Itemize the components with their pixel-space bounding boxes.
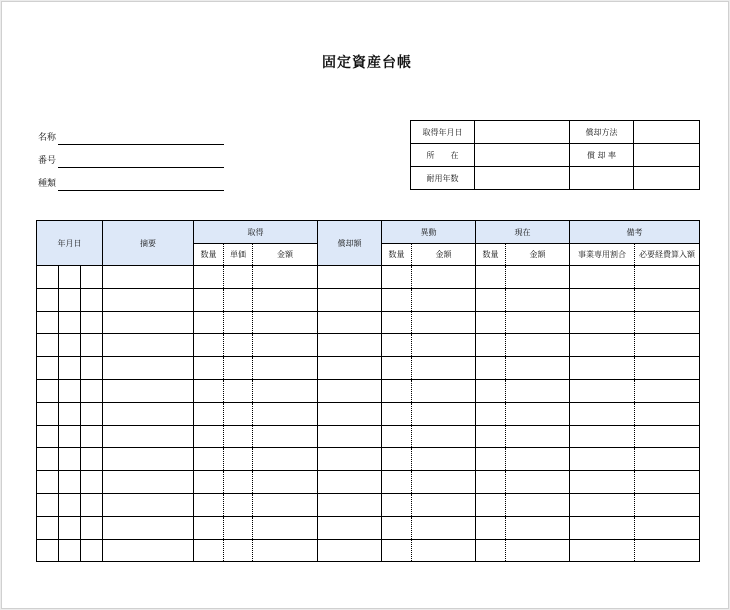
ledger-cell[interactable] — [103, 493, 194, 516]
ledger-cell[interactable] — [253, 311, 318, 334]
blank-cell[interactable] — [634, 167, 700, 190]
ledger-cell[interactable] — [506, 448, 570, 471]
table-row — [37, 402, 700, 425]
ledger-cell[interactable] — [506, 334, 570, 357]
ledger-cell[interactable] — [253, 516, 318, 539]
depreciation-method-cell[interactable] — [634, 121, 700, 144]
ledger-cell[interactable] — [382, 357, 412, 380]
location-cell[interactable] — [475, 144, 570, 167]
ledger-cell[interactable] — [635, 402, 700, 425]
acq-qty-header: 数量 — [194, 244, 224, 266]
useful-life-cell[interactable] — [475, 167, 570, 190]
ledger-cell[interactable] — [318, 402, 382, 425]
table-row — [37, 516, 700, 539]
ledger-cell[interactable] — [253, 379, 318, 402]
ledger-cell[interactable] — [476, 288, 506, 311]
ledger-cell[interactable] — [506, 402, 570, 425]
ledger-cell[interactable] — [194, 402, 224, 425]
ledger-cell[interactable] — [224, 471, 253, 494]
ledger-cell[interactable] — [194, 334, 224, 357]
ledger-cell[interactable] — [59, 539, 81, 562]
business-ratio-header: 事業専用割合 — [570, 244, 635, 266]
ledger-cell[interactable] — [224, 425, 253, 448]
location-label: 所 在 — [411, 144, 475, 167]
cur-amount-header: 金額 — [506, 244, 570, 266]
ledger-cell[interactable] — [506, 493, 570, 516]
acq-unit-price-header: 単価 — [224, 244, 253, 266]
ledger-cell[interactable] — [37, 425, 59, 448]
ledger-cell[interactable] — [103, 516, 194, 539]
ledger-cell[interactable] — [103, 266, 194, 289]
ledger-cell[interactable] — [412, 448, 476, 471]
ledger-cell[interactable] — [224, 539, 253, 562]
ledger-cell[interactable] — [224, 334, 253, 357]
ledger-cell[interactable] — [81, 288, 103, 311]
ledger-body — [37, 266, 700, 562]
ledger-cell[interactable] — [103, 402, 194, 425]
ledger-cell[interactable] — [103, 471, 194, 494]
number-label: 番号 — [38, 156, 57, 166]
ledger-cell[interactable] — [37, 288, 59, 311]
ledger-cell[interactable] — [476, 357, 506, 380]
ledger-cell[interactable] — [81, 425, 103, 448]
ledger-cell[interactable] — [412, 334, 476, 357]
ledger-cell[interactable] — [194, 493, 224, 516]
number-line — [58, 167, 224, 168]
table-row — [37, 471, 700, 494]
ledger-cell[interactable] — [59, 334, 81, 357]
ledger-cell[interactable] — [382, 493, 412, 516]
ledger-cell[interactable] — [412, 425, 476, 448]
ledger-cell[interactable] — [476, 379, 506, 402]
ledger-cell[interactable] — [253, 357, 318, 380]
current-header: 現在 — [476, 221, 570, 244]
ledger-cell[interactable] — [318, 539, 382, 562]
depreciation-rate-label: 償 却 率 — [570, 144, 634, 167]
ledger-cell[interactable] — [194, 311, 224, 334]
date-header: 年月日 — [37, 221, 103, 266]
table-row — [37, 448, 700, 471]
ledger-cell[interactable] — [81, 334, 103, 357]
ledger-cell[interactable] — [194, 448, 224, 471]
ledger-cell[interactable] — [635, 448, 700, 471]
acquisition-header: 取得 — [194, 221, 318, 244]
ledger-cell[interactable] — [318, 288, 382, 311]
ledger-cell[interactable] — [37, 516, 59, 539]
ledger-cell[interactable] — [412, 379, 476, 402]
ledger-cell[interactable] — [476, 493, 506, 516]
table-row — [37, 311, 700, 334]
ledger-cell[interactable] — [103, 448, 194, 471]
ledger-cell[interactable] — [224, 402, 253, 425]
ledger-cell[interactable] — [37, 266, 59, 289]
ledger-cell[interactable] — [382, 379, 412, 402]
ledger-cell[interactable] — [635, 334, 700, 357]
ledger-cell[interactable] — [37, 334, 59, 357]
ledger-cell[interactable] — [635, 266, 700, 289]
ledger-cell[interactable] — [570, 539, 635, 562]
ledger-cell[interactable] — [635, 516, 700, 539]
ledger-cell[interactable] — [253, 539, 318, 562]
chg-qty-header: 数量 — [382, 244, 412, 266]
blank-cell[interactable] — [570, 167, 634, 190]
ledger-cell[interactable] — [103, 425, 194, 448]
ledger-cell[interactable] — [59, 516, 81, 539]
ledger-cell[interactable] — [81, 493, 103, 516]
ledger-cell[interactable] — [382, 311, 412, 334]
ledger-cell[interactable] — [59, 357, 81, 380]
ledger-sheet — [1, 1, 729, 609]
ledger-cell[interactable] — [318, 357, 382, 380]
acq-amount-header: 金額 — [253, 244, 318, 266]
ledger-cell[interactable] — [476, 539, 506, 562]
acquired-date-label: 取得年月日 — [411, 121, 475, 144]
ledger-cell[interactable] — [570, 266, 635, 289]
ledger-cell[interactable] — [37, 402, 59, 425]
ledger-cell[interactable] — [635, 425, 700, 448]
type-field[interactable] — [38, 174, 224, 191]
ledger-cell[interactable] — [194, 379, 224, 402]
ledger-cell[interactable] — [253, 334, 318, 357]
ledger-cell[interactable] — [412, 311, 476, 334]
ledger-cell[interactable] — [382, 448, 412, 471]
ledger-cell[interactable] — [37, 448, 59, 471]
ledger-cell[interactable] — [412, 516, 476, 539]
ledger-cell[interactable] — [570, 311, 635, 334]
ledger-cell[interactable] — [382, 425, 412, 448]
asset-info-table — [410, 120, 700, 190]
table-row — [37, 266, 700, 289]
ledger-cell[interactable] — [506, 539, 570, 562]
ledger-cell[interactable] — [570, 334, 635, 357]
table-row — [37, 334, 700, 357]
ledger-cell[interactable] — [476, 425, 506, 448]
ledger-cell[interactable] — [253, 266, 318, 289]
ledger-cell[interactable] — [476, 402, 506, 425]
ledger-header — [37, 221, 700, 266]
ledger-cell[interactable] — [506, 516, 570, 539]
ledger-cell[interactable] — [412, 539, 476, 562]
table-row — [37, 425, 700, 448]
table-row — [37, 288, 700, 311]
expense-amount-header: 必要経費算入額 — [635, 244, 700, 266]
ledger-cell[interactable] — [194, 288, 224, 311]
useful-life-label: 耐用年数 — [411, 167, 475, 190]
ledger-cell[interactable] — [412, 266, 476, 289]
ledger-cell[interactable] — [81, 471, 103, 494]
ledger-cell[interactable] — [103, 357, 194, 380]
ledger-cell[interactable] — [253, 471, 318, 494]
ledger-cell[interactable] — [194, 266, 224, 289]
ledger-cell[interactable] — [103, 334, 194, 357]
table-row — [37, 539, 700, 562]
ledger-cell[interactable] — [570, 516, 635, 539]
ledger-cell[interactable] — [37, 539, 59, 562]
ledger-cell[interactable] — [570, 425, 635, 448]
ledger-cell[interactable] — [318, 379, 382, 402]
ledger-cell[interactable] — [253, 288, 318, 311]
ledger-cell[interactable] — [570, 379, 635, 402]
table-row — [37, 379, 700, 402]
ledger-cell[interactable] — [224, 357, 253, 380]
ledger-cell[interactable] — [37, 357, 59, 380]
ledger-cell[interactable] — [382, 266, 412, 289]
table-row — [37, 493, 700, 516]
ledger-cell[interactable] — [224, 311, 253, 334]
ledger-cell[interactable] — [570, 288, 635, 311]
ledger-cell[interactable] — [318, 471, 382, 494]
ledger-cell[interactable] — [635, 288, 700, 311]
ledger-cell[interactable] — [194, 539, 224, 562]
ledger-cell[interactable] — [224, 516, 253, 539]
remarks-header: 備考 — [570, 221, 700, 244]
ledger-cell[interactable] — [318, 334, 382, 357]
ledger-cell[interactable] — [476, 471, 506, 494]
ledger-cell[interactable] — [506, 266, 570, 289]
ledger-cell[interactable] — [570, 493, 635, 516]
ledger-cell[interactable] — [635, 379, 700, 402]
ledger-cell[interactable] — [103, 311, 194, 334]
ledger-cell[interactable] — [476, 516, 506, 539]
type-line — [58, 190, 224, 191]
ledger-cell[interactable] — [476, 334, 506, 357]
ledger-cell[interactable] — [412, 493, 476, 516]
ledger-cell[interactable] — [59, 311, 81, 334]
ledger-cell[interactable] — [635, 311, 700, 334]
ledger-cell[interactable] — [103, 288, 194, 311]
ledger-cell[interactable] — [412, 402, 476, 425]
ledger-cell[interactable] — [635, 357, 700, 380]
ledger-cell[interactable] — [224, 266, 253, 289]
ledger-cell[interactable] — [81, 357, 103, 380]
ledger-cell[interactable] — [476, 311, 506, 334]
ledger-cell[interactable] — [59, 425, 81, 448]
depreciation-header: 償却額 — [318, 221, 382, 266]
acquired-date-cell[interactable] — [475, 121, 570, 144]
name-label: 名称 — [38, 133, 57, 143]
ledger-cell[interactable] — [476, 266, 506, 289]
ledger-cell[interactable] — [412, 357, 476, 380]
ledger-table — [36, 220, 700, 562]
ledger-cell[interactable] — [37, 311, 59, 334]
cur-qty-header: 数量 — [476, 244, 506, 266]
ledger-cell[interactable] — [382, 539, 412, 562]
ledger-cell[interactable] — [506, 471, 570, 494]
table-row — [37, 357, 700, 380]
ledger-cell[interactable] — [382, 471, 412, 494]
ledger-cell[interactable] — [635, 493, 700, 516]
ledger-cell[interactable] — [37, 471, 59, 494]
ledger-cell[interactable] — [224, 288, 253, 311]
ledger-cell[interactable] — [318, 311, 382, 334]
ledger-cell[interactable] — [59, 402, 81, 425]
ledger-cell[interactable] — [81, 379, 103, 402]
ledger-cell[interactable] — [382, 402, 412, 425]
ledger-cell[interactable] — [506, 311, 570, 334]
ledger-cell[interactable] — [81, 266, 103, 289]
ledger-cell[interactable] — [382, 288, 412, 311]
ledger-cell[interactable] — [253, 493, 318, 516]
ledger-cell[interactable] — [194, 471, 224, 494]
ledger-cell[interactable] — [476, 448, 506, 471]
ledger-cell[interactable] — [570, 448, 635, 471]
ledger-cell[interactable] — [194, 425, 224, 448]
ledger-cell[interactable] — [253, 402, 318, 425]
chg-amount-header: 金額 — [412, 244, 476, 266]
name-line — [58, 144, 224, 145]
depreciation-rate-cell[interactable] — [634, 144, 700, 167]
ledger-cell[interactable] — [318, 493, 382, 516]
ledger-cell[interactable] — [318, 425, 382, 448]
ledger-cell[interactable] — [59, 288, 81, 311]
ledger-cell[interactable] — [59, 493, 81, 516]
ledger-cell[interactable] — [318, 448, 382, 471]
ledger-cell[interactable] — [382, 516, 412, 539]
ledger-cell[interactable] — [506, 425, 570, 448]
change-header: 異動 — [382, 221, 476, 244]
ledger-cell[interactable] — [318, 266, 382, 289]
type-label: 種類 — [38, 179, 57, 189]
summary-header: 摘要 — [103, 221, 194, 266]
ledger-cell[interactable] — [224, 379, 253, 402]
ledger-cell[interactable] — [382, 334, 412, 357]
ledger-cell[interactable] — [194, 516, 224, 539]
ledger-cell[interactable] — [506, 379, 570, 402]
ledger-cell[interactable] — [412, 288, 476, 311]
ledger-cell[interactable] — [81, 539, 103, 562]
ledger-cell[interactable] — [635, 471, 700, 494]
name-field[interactable] — [38, 128, 224, 145]
number-field[interactable] — [38, 151, 224, 168]
ledger-cell[interactable] — [224, 448, 253, 471]
ledger-cell[interactable] — [506, 357, 570, 380]
ledger-cell[interactable] — [81, 448, 103, 471]
ledger-cell[interactable] — [318, 516, 382, 539]
ledger-cell[interactable] — [412, 471, 476, 494]
ledger-cell[interactable] — [506, 288, 570, 311]
depreciation-method-label: 償却方法 — [570, 121, 634, 144]
ledger-cell[interactable] — [59, 379, 81, 402]
ledger-cell[interactable] — [570, 471, 635, 494]
page-title: 固定資産台帳 — [322, 55, 412, 71]
ledger-cell[interactable] — [103, 539, 194, 562]
ledger-cell[interactable] — [59, 448, 81, 471]
ledger-cell[interactable] — [81, 311, 103, 334]
ledger-cell[interactable] — [570, 357, 635, 380]
ledger-cell[interactable] — [81, 516, 103, 539]
ledger-cell[interactable] — [59, 266, 81, 289]
ledger-cell[interactable] — [37, 493, 59, 516]
ledger-cell[interactable] — [37, 379, 59, 402]
ledger-cell[interactable] — [253, 425, 318, 448]
ledger-cell[interactable] — [570, 402, 635, 425]
ledger-cell[interactable] — [103, 379, 194, 402]
ledger-cell[interactable] — [253, 448, 318, 471]
ledger-cell[interactable] — [635, 539, 700, 562]
ledger-cell[interactable] — [59, 471, 81, 494]
ledger-cell[interactable] — [81, 402, 103, 425]
ledger-cell[interactable] — [224, 493, 253, 516]
ledger-cell[interactable] — [194, 357, 224, 380]
